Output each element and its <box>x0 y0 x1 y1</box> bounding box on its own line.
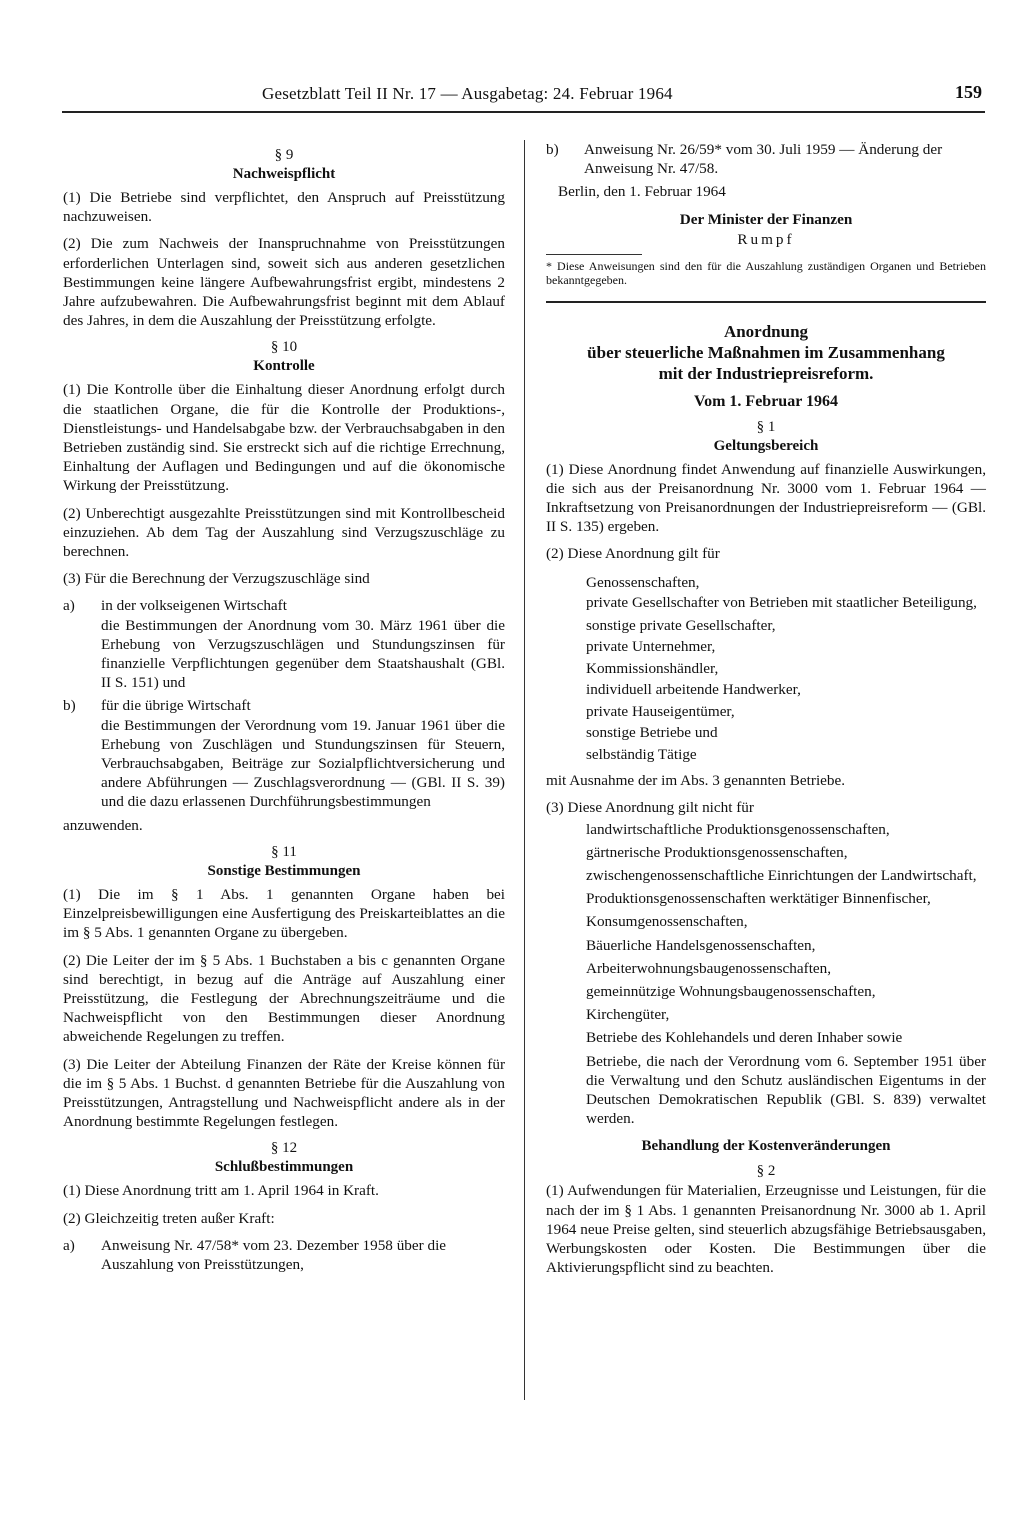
section-number: § 11 <box>271 843 297 860</box>
paragraph: (2) Diese Anordnung gilt für <box>546 545 720 563</box>
paragraph: (2) Die zum Nachweis der Inanspruchnahme von Preisstützungen erforderlichen Unterlagen sind, soweit sich aus anderen gesetzlichen Bestimmungen keine längere Aufbewahrungsfrist ergibt, mindestens 2 Jahre aufzubewahren. Die Aufbewahrungsfrist beginnt mit dem Ablauf des Jahres, in dem die Auszahlung der Preisstützung erfolgte. <box>63 235 505 330</box>
list-item <box>63 696 505 811</box>
column-divider <box>524 140 525 1400</box>
section-number: § 10 <box>270 339 298 356</box>
list-item <box>63 596 505 692</box>
list-key: a) <box>63 1236 75 1254</box>
section-number: § 1 <box>756 418 776 435</box>
signer-name: Rumpf <box>737 230 795 248</box>
list-item-text: die Bestimmungen der Anordnung vom 30. März 1961 über die Erhebung von Verzugszuschlägen und Stundungszinsen für finanzielle Verpflichtungen gegenüber dem Staatshaushalt (GBl. II S. 151) und <box>101 616 505 692</box>
section-title: Sonstige Bestimmungen <box>207 862 361 879</box>
list-item <box>546 140 986 178</box>
list-key: a) <box>63 597 75 615</box>
scope-list <box>546 572 986 766</box>
list-item: Konsumgenossenschaften, <box>586 913 748 931</box>
paragraph: (2) Die Leiter der im § 5 Abs. 1 Buchstaben a bis c genannten Organe sind berechtigt, in bezug auf die Anträge auf Auszahlung einer Preisstützung, die Festlegung der Abrechnungszeiträume und die Nachweispflicht von den Bestimmungen dieser Anordnung abweichende Regelungen zu treffen. <box>63 951 505 1046</box>
section-title: Schlußbestimmungen <box>214 1159 354 1176</box>
paragraph: anzuwenden. <box>63 816 143 834</box>
list-item: gärtnerische Produktionsgenossenschaften, <box>586 843 848 861</box>
running-header: Gesetzblatt Teil II Nr. 17 — Ausgabetag: 24. Februar 1964 <box>262 84 673 103</box>
list-item: Betriebe, die nach der Verordnung vom 6. September 1951 über die Verwaltung und den Schutz ausländischen Eigentums in der Deutschen Demokratischen Republik (GBl. S. 839) verwaltet werden. <box>586 1052 986 1128</box>
paragraph: (1) Aufwendungen für Materialien, Erzeugnisse und Leistungen, für die nach der im § 1 Abs. 1 genannten Preisanordnung Nr. 3000 ab 1. April 1964 neue Preise gelten, sind steuerlich abzugsfähige Betriebsausgaben, Werbungskosten oder Kosten. Die Bestimmungen über die Aktivierungspflicht sind zu beachten. <box>546 1182 986 1277</box>
footnote: * Diese Anweisungen sind den für die Auszahlung zuständigen Organen und Betrieben bekanntgegeben. <box>546 258 986 287</box>
paragraph: (1) Die Betriebe sind verpflichtet, den Anspruch auf Preisstützung nachzuweisen. <box>63 189 505 226</box>
list-item-heading: für die übrige Wirtschaft <box>101 697 251 715</box>
ordinance-date: Vom 1. Februar 1964 <box>694 392 838 410</box>
list-item: Genossenschaften, <box>586 573 700 591</box>
list-item: private Hauseigentümer, <box>586 702 735 720</box>
ordinance-subtitle: über steuerliche Maßnahmen im Zusammenhang <box>587 342 945 362</box>
list-item: Betriebe des Kohlehandels und deren Inhaber sowie <box>586 1029 903 1047</box>
list-item: Bäuerliche Handelsgenossenschaften, <box>586 936 816 954</box>
list-item: individuell arbeitende Handwerker, <box>586 681 801 699</box>
paragraph: mit Ausnahme der im Abs. 3 genannten Betriebe. <box>546 772 846 790</box>
list-item: private Unternehmer, <box>586 638 716 656</box>
list-key: b) <box>546 141 559 158</box>
list-item-text: Anweisung Nr. 47/58* vom 23. Dezember 1958 über die Auszahlung von Preisstützungen, <box>101 1236 447 1273</box>
list-item <box>63 1236 505 1274</box>
paragraph: (2) Gleichzeitig treten außer Kraft: <box>63 1209 275 1227</box>
section-number: § 12 <box>270 1140 298 1157</box>
header-rule <box>62 111 985 113</box>
paragraph: (2) Unberechtigt ausgezahlte Preisstützungen sind mit Kontrollbescheid einzuziehen. Ab dem Tag der Auszahlung sind Verzugszuschläge zu berechnen. <box>63 504 505 561</box>
ordinance-title: Anordnung <box>723 321 809 341</box>
signer-title: Der Minister der Finanzen <box>679 210 853 228</box>
subheading: Behandlung der Kostenveränderungen <box>641 1138 891 1155</box>
list-item: selbständig Tätige <box>586 745 697 763</box>
left-column <box>63 140 505 1278</box>
exclusion-list <box>546 820 986 1129</box>
right-column <box>546 140 986 1285</box>
list-item: Kirchengüter, <box>586 1006 670 1024</box>
paragraph: (1) Die im § 1 Abs. 1 genannten Organe haben bei Einzelpreisbewilligungen eine Ausfertigung des Preiskarteiblattes an die im § 5 Abs. 1 genannten Organe zu übergeben. <box>63 885 505 942</box>
list-item: private Gesellschafter von Betrieben mit staatlicher Beteiligung, <box>586 594 977 612</box>
place-date: Berlin, den 1. Februar 1964 <box>558 183 726 201</box>
ordinance-subtitle: mit der Industriepreisreform. <box>658 363 874 383</box>
list-item: sonstige private Gesellschafter, <box>586 616 776 634</box>
section-rule <box>546 301 986 303</box>
section-title: Kontrolle <box>253 358 315 375</box>
paragraph: (3) Die Leiter der Abteilung Finanzen der Räte der Kreise können für die im § 5 Abs. 1 Buchst. d genannten Betriebe für die Auszahlung von Preisstützungen, Antragstellung und Nachweispflicht andere als in der Anordnung bestimmte Regelungen festlegen. <box>63 1055 505 1131</box>
list-item: landwirtschaftliche Produktionsgenossenschaften, <box>586 820 890 838</box>
section-number: § 9 <box>274 147 294 163</box>
footnote-rule <box>546 254 642 255</box>
list-item: Produktionsgenossenschaften werktätiger Binnenfischer, <box>586 890 931 908</box>
list-item: Kommissionshändler, <box>586 659 719 677</box>
list-item: Arbeiterwohnungsbaugenossenschaften, <box>586 959 832 977</box>
paragraph: (3) Diese Anordnung gilt nicht für <box>546 799 754 817</box>
signature-block <box>546 210 986 250</box>
paragraph: (1) Die Kontrolle über die Einhaltung dieser Anordnung erfolgt durch die staatlichen Organe, die für die Kontrolle der Produktions-, Dienstleistungs- und Handelsabgabe bzw. der Verbrauchsabgaben in den Betrieben zuständig sind. Sie erstreckt sich auf die richtige Errechnung, Einhaltung der Auflagen und Bedingungen und auf die ökonomische Wirkung der Preisstützung. <box>63 381 505 495</box>
section-title: Nachweispflicht <box>232 166 336 182</box>
paragraph: (3) Für die Berechnung der Verzugszuschläge sind <box>63 570 370 588</box>
list-item-text: die Bestimmungen der Verordnung vom 19. Januar 1961 über die Erhebung von Zuschlägen und Stundungszinsen für Steuern, Verbrauchsabgaben, Beiträge zur Sozialpflichtversicherung und andere Abführungen — Zuschlagsverordnung — (GBl. II S. 39) und die dazu erlassenen Durchführungsbestimmungen <box>101 716 505 811</box>
list-key: b) <box>63 697 76 715</box>
page-header <box>0 0 1024 110</box>
section-number: § 2 <box>756 1163 776 1180</box>
list-item-heading: in der volkseigenen Wirtschaft <box>101 597 287 615</box>
list-item: gemeinnützige Wohnungsbaugenossenschaften, <box>586 982 876 1000</box>
list-item: sonstige Betriebe und <box>586 724 718 742</box>
list-item-text: Anweisung Nr. 26/59* vom 30. Juli 1959 — Änderung der Anweisung Nr. 47/58. <box>584 141 943 178</box>
page-number: 159 <box>955 82 982 102</box>
paragraph: (1) Diese Anordnung tritt am 1. April 1964 in Kraft. <box>63 1182 379 1200</box>
paragraph: (1) Diese Anordnung findet Anwendung auf finanzielle Auswirkungen, die sich aus der Preisanordnung Nr. 3000 vom 1. Februar 1964 — Inkraftsetzung von Preisanordnungen der Industriepreisreform — (GBl. II S. 135) ergeben. <box>546 460 986 536</box>
section-title: Geltungsbereich <box>713 437 819 454</box>
list-item: zwischengenossenschaftliche Einrichtungen der Landwirtschaft, <box>586 866 977 884</box>
